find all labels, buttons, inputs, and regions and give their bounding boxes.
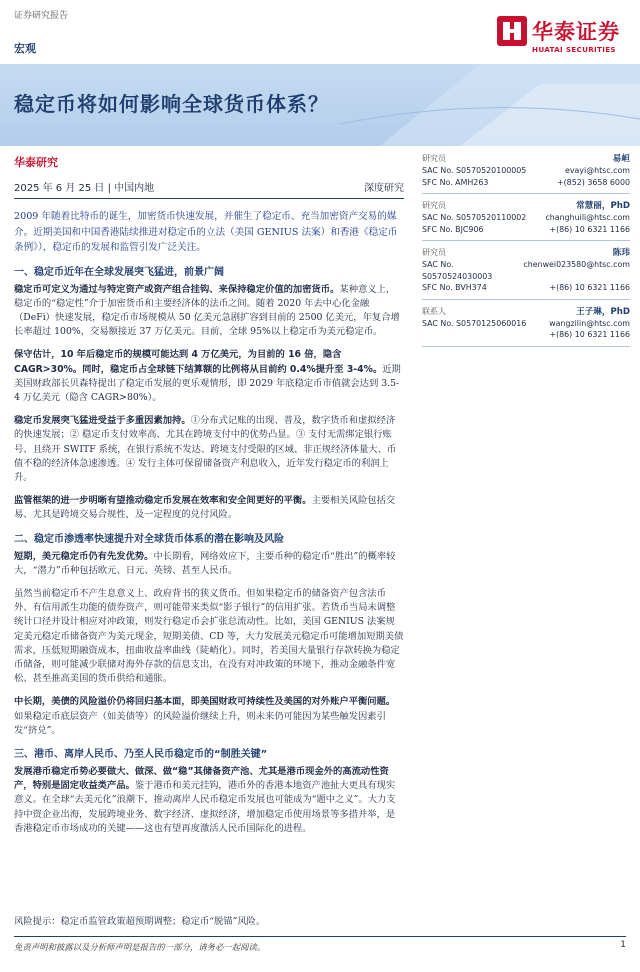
analyst-card [422, 306, 630, 347]
page-title: 稳定币将如何影响全球货币体系？ [14, 92, 329, 116]
analyst-phone: +(86) 10 6321 1166 [549, 224, 630, 234]
org-name: 华泰研究 [14, 156, 58, 169]
category-label: 宏观 [14, 42, 36, 55]
analyst-sac: SAC No. S0570520100005 [422, 166, 527, 175]
analyst-phone: +(86) 10 6321 1166 [549, 283, 630, 292]
analyst-sfc: SFC No. AMH263 [422, 177, 489, 187]
footer-disclaimer: 免责声明和披露以及分析师声明是报告的一部分，请务必一起阅读。 [14, 942, 266, 952]
analyst-sfc: SFC No. BJC906 [422, 224, 484, 234]
banner-decoration-icon [340, 64, 640, 146]
analyst-email[interactable]: chenwei023580@htsc.com [523, 260, 630, 269]
paragraph: 监管框架的进一步明晰有望推动稳定币发展在效率和安全间更好的平衡。主要相关风险包括交易、尤其是跨境交易合规性，及一定程度的兑付风险。 [14, 495, 396, 521]
paragraph: 稳定币可定义为通过与特定资产或资产组合挂钩、来保持稳定价值的加密货币。某种意义上，稳定币的“稳定性”介于加密货币和主要经济体的法币之间。随着 2020 年去中心化金融（DeFi）快速发展，稳定币市场规模从 50 亿美元急剧扩容到目前的 2500 亿美元，年复合增长率超过 100%，交易额接近 37 万亿美元。目前，全球 95%以上稳定币为美元稳定币。 [14, 283, 400, 338]
section-heading: 二、稳定币渗透率快速提升对全球货币体系的潜在影响及风险 [14, 533, 284, 545]
analyst-card [422, 247, 630, 300]
analyst-name: 陈玮 [612, 248, 630, 258]
paragraph: 发展港币稳定币势必要做大、做深、做“稳”其储备资产池、尤其是港币现金外的高流动性资产，特别是固定收益类产品。鉴于港币和美元挂钩，港币外的香港本地资产池扯大更具有现实意义。在全球“去美元化”浪潮下，推动离岸人民币稳定币发展也可能成为“题中之义”。大力支持中资企业出海，发展跨境业务、数字经济、虚拟经济，增加稳定币使用场景等多措并举，是香港稳定币市场成功的关键——这也有望再度激活人民币国际化的进程。 [14, 765, 396, 834]
analyst-column [422, 152, 630, 353]
analyst-name: 常慧丽，PhD [576, 201, 630, 211]
huatai-logo-icon [497, 16, 527, 46]
analyst-email[interactable]: changhuili@htsc.com [545, 213, 630, 222]
paragraph: 中长期，美债的风险溢价仍将回归基本面，即美国财政可持续性及美国的对外账户平衡问题。如果稳定币底层资产（如美债等）的风险溢价继续上升，则未来仍可能因为某些触发因素引发“挤兑”。 [14, 696, 396, 736]
analyst-sac: SAC No. S0570520110002 [422, 213, 527, 222]
analyst-name: 易峘 [612, 154, 630, 164]
paragraph: 稳定币发展突飞猛进受益于多重因素加持。①分布式记账的出现、普及，数字货币和虚拟经济的快速发展；② 稳定币支付效率高、尤其在跨境支付中的优势凸显。③ 支付无需绑定银行账号、且绕开 SWITF 系统，在银行系统不发达、跨境支付受限的区域、非正规经济体量大、币值不稳的经济体急速渗透。④ 发行主体可保留储备资产利息收入，近年发行稳定币的利润上升。 [14, 415, 397, 483]
analyst-role: 研究员 [422, 154, 446, 163]
paragraph: 虽然当前稳定币不产生息意义上、政府背书的狭义货币。但如果稳定币的储备资产包含法币外、有信用派生功能的债券资产，则可能带来类似“影子银行”的信用扩张。若货币当局未调整统计口径并设计相应对冲政策，则发行稳定币会扩张总流动性。比如，美国 GENIUS 法案规定美元稳定币储备资产为美元现金，短期美债、CD 等，大力发展美元稳定币可能增加短期美债需求，压低短期融资成本，扭曲收益率曲线（陡峭化）。同时，若美国大量银行存款转换为稳定币储备，则可能减少联储对海外存款的信息支出，在没有对冲政策的环境下，推动金融条件宽松、甚至推高美国的货币供给和通胀。 [14, 587, 404, 685]
logo-name-en: HUATAI SECURITIES [532, 45, 616, 54]
analyst-name: 王子琳，PhD [576, 306, 630, 317]
paragraph: 短期，美元稳定币仍有先发优势。中长期看，网络效应下，主要币种的稳定币“胜出”的概率较大，“潜力”币种包括欧元、日元、英镑、甚至人民币。 [14, 550, 396, 576]
report-type-label: 证券研究报告 [14, 11, 69, 21]
main-column [14, 152, 404, 836]
section-heading: 三、港币、离岸人民币、乃至人民币稳定币的“制胜关键” [14, 748, 268, 760]
date-region: 2025 年 6 月 25 日 | 中国内地 [14, 183, 155, 194]
analyst-role: 联系人 [422, 306, 446, 316]
analyst-sfc: SFC No. BVH374 [422, 283, 487, 292]
analyst-email[interactable]: wangzilin@htsc.com [549, 318, 630, 328]
analyst-phone: +(86) 10 6321 1166 [549, 330, 630, 339]
intro-paragraph: 2009 年随着比特币的诞生，加密货币快速发展，并催生了稳定币、充当加密资产交易的媒介。近期美国和中国香港陆续推进对稳定币的立法（美国 GENIUS 法案）和香港《稳定币条例》），稳定币的发展和监管引发广泛关注。 [14, 211, 398, 253]
report-kind: 深度研究 [364, 183, 404, 194]
report-region: 中国内地 [114, 183, 155, 194]
page-number: 1 [620, 940, 626, 950]
footer-divider [14, 936, 626, 937]
date-line [14, 179, 404, 199]
title-banner [0, 64, 640, 146]
risk-warning: 风险提示：稳定币监管政策超预期调整；稳定币“脱锚”风险。 [14, 916, 266, 927]
analyst-card [422, 200, 630, 241]
analyst-role: 研究员 [422, 201, 446, 210]
analyst-sac: SAC No. S0570524030003 [422, 260, 493, 281]
section-heading: 一、稳定币近年在全球发展突飞猛进，前景广阔 [14, 266, 224, 278]
analyst-sac: SAC No. S0570125060016 [422, 318, 527, 328]
report-date: 2025 年 6 月 25 日 [14, 183, 105, 194]
paragraph: 保守估计，10 年后稳定币的规模可能达到 4 万亿美元，为目前的 16 倍，隐含 CAGR>30%。同时，稳定币占全球链下结算额的比例将从目前约 0.4%提升至 3-4%。近期美国财政部长贝森特提出了稳定币发展的更乐观情形，即 2029 年底稳定币市值就会达到 3.5-4 万亿美元（隐含 CAGR>80%）。 [14, 349, 401, 403]
analyst-card [422, 153, 630, 194]
analyst-email[interactable]: evayi@htsc.com [564, 166, 630, 175]
analyst-role: 研究员 [422, 248, 446, 257]
company-logo [497, 14, 633, 60]
analyst-phone: +(852) 3658 6000 [556, 177, 630, 187]
logo-name-cn: 华泰证券 [532, 20, 620, 44]
